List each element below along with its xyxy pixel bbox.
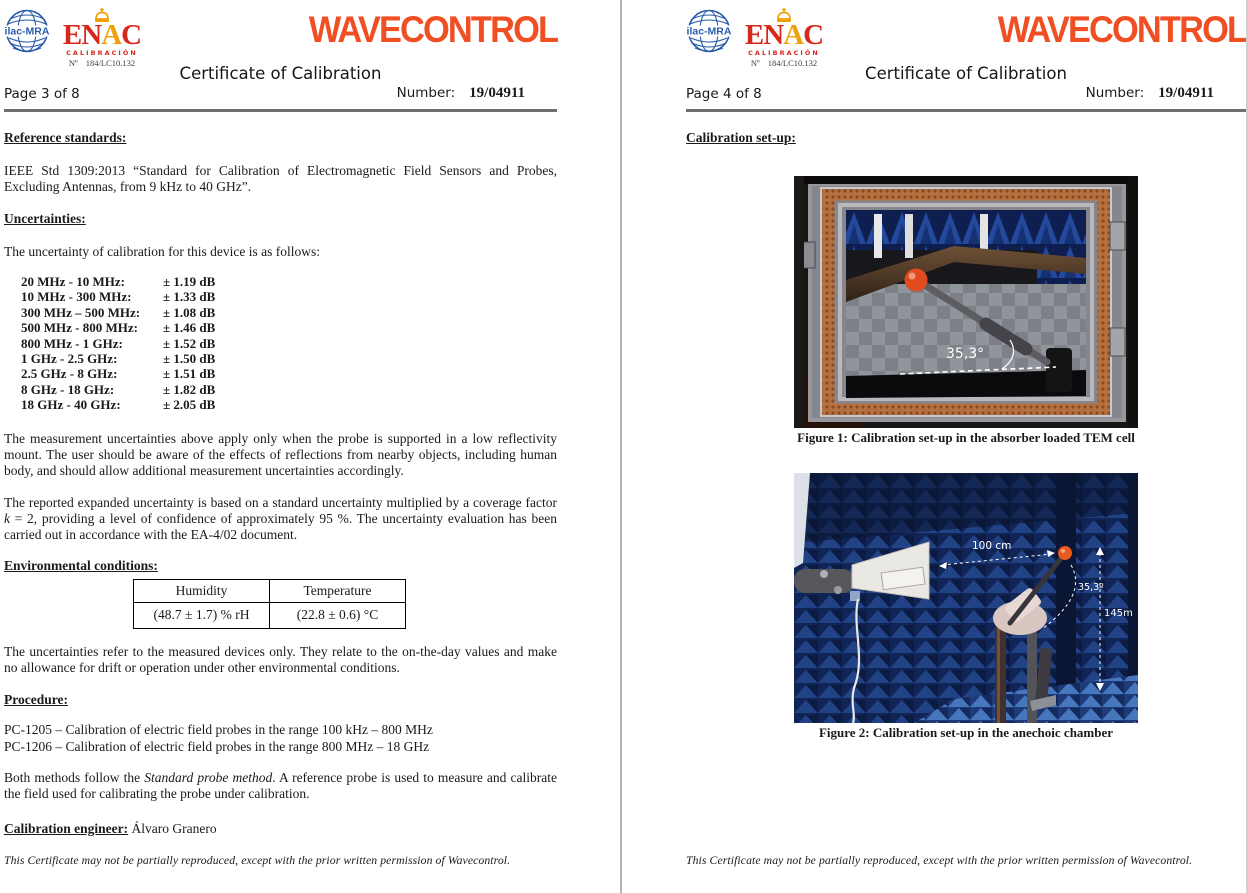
procedure-line-pc1205: PC-1205 – Calibration of electric field probes in the range 100 kHz – 800 MHz	[4, 721, 433, 737]
expanded-uncertainty-paragraph: The reported expanded uncertainty is based on a standard uncertainty multiplied by a coverage factor k = 2, providing a level of confidence of approximately 95 %. The uncertainty evaluation has been carried out in accordance with the EA-4/02 document.	[4, 494, 557, 542]
probe-red-ball	[905, 269, 928, 292]
enac-accreditation-number: Nº 184/LC10.132	[68, 58, 136, 68]
certificate-number	[397, 85, 525, 102]
enac-calibracion-label: CALIBRACIÓN	[748, 49, 820, 57]
enac-letter-a: A	[783, 19, 804, 51]
ilac-mra-label: ilac-MRA	[686, 25, 732, 38]
uncertainty-row: 8 GHz - 18 GHz: ± 1.82 dB	[21, 381, 216, 397]
page-4	[622, 0, 1248, 893]
cell-interior	[846, 210, 1086, 398]
accreditation-logos	[686, 7, 830, 68]
engineer-label: Calibration engineer:	[4, 820, 129, 836]
page-divider	[620, 0, 622, 893]
humidity-value-cell: (48.7 ± 1.7) % rH	[134, 602, 270, 628]
anechoic-chamber-photo	[794, 473, 1138, 723]
support-pillar	[874, 214, 882, 258]
figure-1	[794, 176, 1138, 446]
standard-probe-method-italic: Standard probe method	[144, 769, 273, 785]
uncertainty-row: 500 MHz - 800 MHz: ± 1.46 dB	[21, 320, 216, 336]
calibration-setup-heading: Calibration set-up:	[686, 130, 796, 145]
page3-footer: This Certificate may not be partially reproduced, except with the prior written permission of Wavecontrol.	[4, 854, 511, 867]
ilac-mra-logo-icon	[4, 7, 50, 57]
env-table-header-row	[134, 579, 406, 602]
page-number-label: Page 3 of 8	[4, 86, 80, 102]
fig2-angle-annotation: 35,3º	[1078, 582, 1104, 593]
accreditation-logos	[4, 7, 148, 68]
number-label: Number:	[396, 85, 456, 101]
page3-header	[4, 0, 557, 113]
ilac-mra-logo-icon	[686, 7, 732, 57]
enac-letters-en: EN	[744, 19, 784, 51]
enac-wordmark	[738, 19, 830, 51]
uncertainties-intro: The uncertainty of calibration for this device is as follows:	[4, 244, 321, 259]
figure-2-caption: Figure 2: Calibration set-up in the anechoic chamber	[818, 725, 1114, 740]
certificate-number	[1086, 85, 1214, 102]
support-pillar	[905, 214, 913, 258]
figure-2	[794, 473, 1138, 741]
tripod-post-wood	[995, 623, 1006, 723]
uncertainty-table	[21, 274, 236, 413]
height-annotation: 145m	[1104, 608, 1133, 619]
enac-accreditation-number: Nº 184/LC10.132	[750, 58, 818, 68]
temperature-header-cell: Temperature	[270, 579, 406, 602]
environmental-conditions-table	[133, 579, 406, 629]
figure-1-caption: Figure 1: Calibration set-up in the absorber loaded TEM cell	[797, 430, 1135, 445]
k-factor-italic: k	[4, 510, 10, 526]
probe-red-ball	[1058, 546, 1072, 560]
ilac-mra-label: ilac-MRA	[4, 25, 50, 38]
calibration-engineer-line	[4, 821, 557, 837]
environmental-conditions-heading: Environmental conditions:	[4, 557, 158, 573]
enac-letter-a: A	[101, 19, 122, 51]
page4-header	[686, 0, 1246, 113]
enac-letters-en: EN	[62, 19, 102, 51]
reference-standards-heading: Reference standards:	[4, 130, 127, 145]
enac-calibracion-label: CALIBRACIÓN	[66, 49, 138, 57]
arm-knob	[834, 586, 842, 594]
procedure-line-pc1206: PC-1206 – Calibration of electric field probes in the range 800 MHz – 18 GHz	[4, 738, 430, 754]
uncertainty-row: 20 MHz - 10 MHz: ± 1.19 dB	[21, 274, 216, 289]
fig1-angle-annotation: 35,3°	[946, 346, 985, 362]
header-rule	[686, 109, 1246, 112]
page-number-label: Page 4 of 8	[686, 86, 762, 102]
number-label: Number:	[1085, 85, 1145, 101]
env-note-paragraph: The uncertainties refer to the measured devices only. They relate to the on-the-day values and make no allowance for drift or operation under other environmental conditions.	[4, 643, 557, 675]
uncertainty-row: 10 MHz - 300 MHz: ± 1.33 dB	[21, 289, 216, 305]
temperature-value-cell: (22.8 ± 0.6) °C	[270, 602, 406, 628]
uncertainty-row: 2.5 GHz - 8 GHz: ± 1.51 dB	[21, 366, 216, 382]
certificate-title: Certificate of Calibration	[179, 64, 382, 83]
uncertainty-row: 1 GHz - 2.5 GHz: ± 1.50 dB	[21, 351, 216, 367]
corner-shadow-column	[1056, 473, 1076, 688]
wavecontrol-logo: WAVECONTROL	[997, 9, 1246, 50]
page4-footer: This Certificate may not be partially reproduced, except with the prior written permission of Wavecontrol.	[686, 854, 1193, 867]
uncertainty-row: 18 GHz - 40 GHz: ± 2.05 dB	[21, 397, 216, 413]
certificate-title: Certificate of Calibration	[865, 64, 1067, 83]
number-value: 19/04911	[469, 85, 525, 101]
uncertainties-heading: Uncertainties:	[4, 211, 86, 226]
enac-letter-c: C	[803, 19, 824, 51]
methods-paragraph: Both methods follow the Standard probe method. A reference probe is used to measure and calibrate the field used for calibrating the probe under calibration.	[4, 769, 557, 801]
procedure-heading: Procedure:	[4, 691, 68, 707]
tem-cell-photo	[794, 176, 1138, 428]
arm-knob	[820, 570, 828, 578]
enac-letter-c: C	[121, 19, 142, 51]
distance-annotation: 100 cm	[972, 540, 1012, 552]
probe-mount-cylinder	[1046, 348, 1072, 392]
wavecontrol-logo: WAVECONTROL	[308, 9, 557, 50]
uncertainty-row: 300 MHz – 500 MHz: ± 1.08 dB	[21, 304, 216, 320]
door-hinge	[1110, 222, 1125, 250]
reflectivity-paragraph: The measurement uncertainties above apply only when the probe is supported in a low reflectivity mount. The user should be aware of the effects of reflections from nearby objects, including human body, and should allow additional measurement uncertainties accordingly.	[4, 430, 557, 478]
door-hinge	[1110, 328, 1125, 356]
reference-standards-text: IEEE Std 1309:2013 “Standard for Calibration of Electromagnetic Field Sensors and Probes, Excluding Antennas, from 9 kHz to 40 GHz”.	[4, 163, 557, 194]
page-3	[0, 0, 620, 893]
header-rule	[4, 109, 557, 112]
number-value: 19/04911	[1158, 85, 1214, 101]
env-table-value-row	[134, 602, 406, 628]
humidity-header-cell: Humidity	[134, 579, 270, 602]
enac-wordmark	[56, 19, 148, 51]
uncertainty-row: 800 MHz - 1 GHz: ± 1.52 dB	[21, 335, 216, 351]
enac-logo	[738, 7, 830, 68]
enac-logo	[56, 7, 148, 68]
engineer-name: Álvaro Granero	[128, 820, 217, 836]
